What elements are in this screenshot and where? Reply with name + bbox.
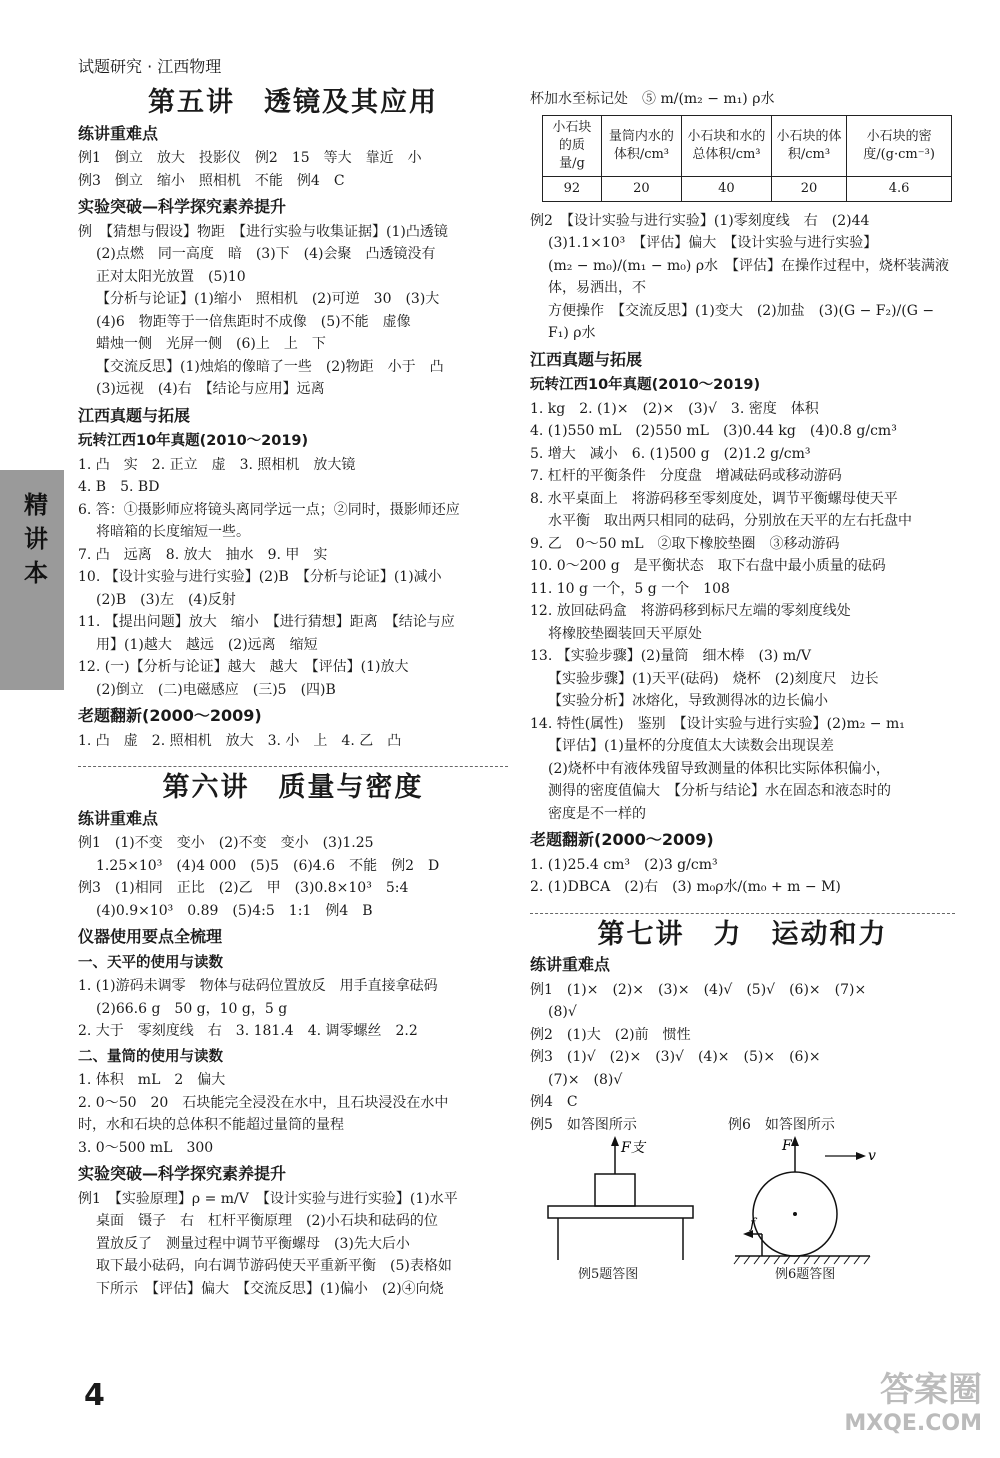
answer-line: 将暗箱的长度缩短一些。 xyxy=(96,524,250,540)
answer-line: 1. 凸 实 2. 正立 虚 3. 照相机 放大镜 xyxy=(78,456,356,473)
answer-line: 例 【猜想与假设】物距 【进行实验与收集证据】(1)凸透镜 xyxy=(78,223,448,240)
force-diagrams xyxy=(530,1134,955,1284)
section-heading: 老题翻新(2000～2009) xyxy=(530,830,714,849)
right-column xyxy=(530,88,955,1284)
answer-line: 1. kg 2. (1)× (2)× (3)√ 3. 密度 体积 xyxy=(530,400,819,417)
answer-line: 例1 倒立 放大 投影仪 例2 15 等大 靠近 小 xyxy=(78,150,422,166)
answer-line: 14. 特性(属性) 鉴别 【设计实验与进行实验】(2)m₂ − m₁ xyxy=(530,715,905,732)
figure-6-caption: 例6题答图 xyxy=(775,1266,836,1282)
answer-line: 6. 答：①摄影师应将镜头离同学远一点；②同时，摄影师还应 xyxy=(78,501,460,518)
section-heading: 江西真题与拓展 xyxy=(530,349,643,369)
table-header-cell: 小石块的质量/g xyxy=(543,115,602,176)
figure-6-heading: 例6 如答图所示 xyxy=(728,1116,835,1133)
answer-line: 杯加水至标记处 ⑤ m/(m₂ − m₁) ρ水 xyxy=(530,91,775,107)
answer-line: 12. 放回砝码盒 将游码移到标尺左端的零刻度线处 xyxy=(530,603,851,619)
fig6-v-label: v xyxy=(868,1147,876,1164)
figure-5-caption: 例5题答图 xyxy=(578,1266,639,1282)
figure-5-heading: 例5 如答图所示 xyxy=(530,1116,637,1133)
answer-line: (8)√ xyxy=(548,1004,577,1020)
divider xyxy=(530,913,955,914)
watermark-text: 答案圈 xyxy=(880,1370,982,1410)
answer-line: 7. 凸 远离 8. 放大 抽水 9. 甲 实 xyxy=(78,546,328,563)
answer-line: 4. (1)550 mL (2)550 mL (3)0.44 kg (4)0.8 g/cm³ xyxy=(530,423,897,439)
answer-line: 1. (1)游码未调零 物体与砝码位置放反 用手直接拿砝码 xyxy=(78,978,438,994)
table-row xyxy=(543,176,952,201)
sub-heading: 玩转江西10年真题(2010～2019) xyxy=(530,377,761,393)
lecture-5-title: 第五讲 透镜及其应用 xyxy=(148,87,438,118)
answer-line: 例4 C xyxy=(530,1094,578,1110)
figures xyxy=(530,1114,955,1284)
watermark-url: MXQE.COM xyxy=(844,1411,982,1436)
answer-line: 2. 0～50 20 石块能完全浸没在水中，且石块浸没在水中 xyxy=(78,1094,449,1111)
answer-line: 11. 【提出问题】放大 缩小 【进行猜想】距离 【结论与应 xyxy=(78,614,455,630)
answer-line: 下所示 【评估】偏大 【交流反思】(1)偏小 (2)④向烧 xyxy=(96,1280,444,1297)
ball-figure xyxy=(734,1136,876,1264)
answer-line: (3)远视 (4)右 【结论与应用】远离 xyxy=(96,381,325,397)
answer-line: 水平衡 取出两只相同的砝码，分别放在天平的左右托盘中 xyxy=(548,513,912,529)
answer-line: 2. (1)DBCA (2)右 (3) m₀ρ水/(m₀ + m − M) xyxy=(530,879,841,895)
section-heading: 江西真题与拓展 xyxy=(78,405,191,425)
side-tab-label: 精讲本 xyxy=(24,491,48,587)
answer-line: 3. 0～500 mL 300 xyxy=(78,1139,214,1156)
answer-line: 7. 杠杆的平衡条件 分度盘 增减砝码或移动游码 xyxy=(530,468,842,484)
answer-line: 例3 (1)相同 正比 (2)乙 甲 (3)0.8×10³ 5:4 xyxy=(78,880,409,896)
answer-line: (2)烧杯中有液体残留导致测量的体积比实际体积偏小， xyxy=(548,760,890,777)
answer-line: 【交流反思】(1)烛焰的像暗了一些 (2)物距 小于 凸 xyxy=(96,358,444,375)
answer-line: 1. 体积 mL 2 偏大 xyxy=(78,1072,226,1088)
answer-line: 4. B 5. BD xyxy=(78,479,160,495)
answer-line: 密度是不一样的 xyxy=(548,805,646,822)
answer-line: 例2 【设计实验与进行实验】(1)零刻度线 右 (2)44 xyxy=(530,212,870,229)
answer-line: 8. 水平桌面上 将游码移至零刻度处，调节平衡螺母使天平 xyxy=(530,490,898,507)
answer-line: 13. 【实验步骤】(2)量筒 细木棒 (3) m/V xyxy=(530,648,811,664)
answer-line: 1. (1)25.4 cm³ (2)3 g/cm³ xyxy=(530,856,718,873)
answer-line: 蜡烛一侧 光屏一侧 (6)上 上 下 xyxy=(96,336,326,352)
page-header: 试题研究 · 江西物理 xyxy=(78,57,222,76)
answer-line: 2. 大于 零刻度线 右 3. 181.4 4. 调零螺丝 2.2 xyxy=(78,1023,418,1039)
answer-line: (2)66.6 g 50 g，10 g，5 g xyxy=(96,1000,288,1017)
table-cell: 4.6 xyxy=(847,176,952,201)
answer-line: 用】(1)越大 越远 (2)远离 缩短 xyxy=(96,636,318,653)
table-header-row xyxy=(543,115,952,176)
sub-heading: 一、天平的使用与读数 xyxy=(78,954,223,971)
table-header-cell: 量筒内水的体积/cm³ xyxy=(601,115,681,176)
answer-line: 桌面 镊子 右 杠杆平衡原理 (2)小石块和砝码的位 xyxy=(96,1213,438,1229)
answer-line: (2)B (3)左 (4)反射 xyxy=(96,591,236,608)
answer-line: 方便操作 【交流反思】(1)变大 (2)加盐 (3)(G − F₂)/(G − F₁) ρ水 xyxy=(548,302,939,341)
section-heading: 练讲重难点 xyxy=(78,123,159,143)
answer-line: 9. 乙 0～50 mL ②取下橡胶垫圈 ③移动游码 xyxy=(530,535,840,552)
section-heading: 仪器使用要点全梳理 xyxy=(78,927,223,946)
page-number: 4 xyxy=(84,1378,105,1413)
left-column xyxy=(78,88,508,1300)
answer-line: 10. 【设计实验与进行实验】(2)B 【分析与论证】(1)减小 xyxy=(78,569,442,585)
answer-line: (3)1.1×10³ 【评估】偏大 【设计实验与进行实验】 xyxy=(548,235,878,251)
answer-line: 10. 0～200 g 是平衡状态 取下右盘中最小质量的砝码 xyxy=(530,558,886,574)
answer-line: 例3 (1)√ (2)× (3)√ (4)× (5)× (6)× xyxy=(530,1049,821,1065)
density-table xyxy=(542,115,952,202)
fig6-f-label: f xyxy=(750,1215,756,1232)
lecture-7-title: 第七讲 力 运动和力 xyxy=(597,918,888,950)
answer-line: 12. (一)【分析与论证】越大 越大 【评估】(1)放大 xyxy=(78,659,409,675)
answer-line: 将橡胶垫圈装回天平原处 xyxy=(548,625,702,642)
table-cell: 20 xyxy=(601,176,681,201)
answer-line: (7)× (8)√ xyxy=(548,1071,623,1088)
answer-line: 11. 10 g 一个，5 g 一个 108 xyxy=(530,580,730,597)
answer-line: (2)倒立 (二)电磁感应 (三)5 (四)B xyxy=(96,681,336,698)
table-header-cell: 小石块和水的总体积/cm³ xyxy=(682,115,772,176)
answer-line: 【实验步骤】(1)天平(砝码) 烧杯 (2)刻度尺 边长 xyxy=(548,670,879,687)
table-header-cell: 小石块的密度/(g·cm⁻³) xyxy=(847,115,952,176)
answer-line: 例3 倒立 缩小 照相机 不能 例4 C xyxy=(78,172,345,189)
table-cell: 92 xyxy=(543,176,602,201)
answer-line: 【评估】(1)量杯的分度值太大读数会出现误差 xyxy=(548,738,834,754)
watermark xyxy=(812,1370,982,1450)
answer-line: 测得的密度值偏大 【分析与结论】水在固态和液态时的 xyxy=(548,783,891,799)
section-heading: 实验突破—科学探究素养提升 xyxy=(78,197,287,216)
table-figure xyxy=(548,1136,693,1260)
answer-line: 1.25×10³ (4)4 000 (5)5 (6)4.6 不能 例2 D xyxy=(96,857,440,874)
section-heading: 实验突破—科学探究素养提升 xyxy=(78,1164,287,1183)
table-cell: 40 xyxy=(682,176,772,201)
answer-line: 【实验分析】冰熔化，导致测得冰的边长偏小 xyxy=(548,693,828,709)
lecture-6-title: 第六讲 质量与密度 xyxy=(162,772,424,803)
table-header-cell: 小石块的体积/cm³ xyxy=(771,115,846,176)
section-heading: 练讲重难点 xyxy=(78,808,159,828)
fig6-F-label: F xyxy=(782,1137,792,1154)
section-heading: 老题翻新(2000～2009) xyxy=(78,706,262,725)
answer-line: 置放反了 测量过程中调节平衡螺母 (3)先大后小 xyxy=(96,1235,410,1252)
answer-line: 时，水和石块的总体积不能超过量筒的量程 xyxy=(78,1117,344,1133)
sub-heading: 二、量筒的使用与读数 xyxy=(78,1048,223,1065)
answer-line: (4)0.9×10³ 0.89 (5)4:5 1:1 例4 B xyxy=(96,902,373,919)
answer-line: (m₂ − m₀)/(m₁ − m₀) ρ水 【评估】在操作过程中，烧杯装满液体，易洒出，不 xyxy=(548,257,950,296)
answer-line: (4)6 物距等于一倍焦距时不成像 (5)不能 虚像 xyxy=(96,313,411,330)
answer-line: 5. 增大 减小 6. (1)500 g (2)1.2 g/cm³ xyxy=(530,445,811,462)
answer-line: 正对太阳光放置 (5)10 xyxy=(96,268,246,285)
section-heading: 练讲重难点 xyxy=(530,955,611,974)
answer-line: 例1 (1)× (2)× (3)× (4)√ (5)√ (6)× (7)× xyxy=(530,981,867,998)
divider xyxy=(78,766,508,767)
answer-line: 例1 【实验原理】ρ = m/V 【设计实验与进行实验】(1)水平 xyxy=(78,1190,458,1207)
table-cell: 20 xyxy=(771,176,846,201)
answer-line: 例2 (1)大 (2)前 惯性 xyxy=(530,1026,691,1043)
answer-line: 取下最小砝码，向右调节游码使天平重新平衡 (5)表格如 xyxy=(96,1258,452,1274)
answer-line: 【分析与论证】(1)缩小 照相机 (2)可逆 30 (3)大 xyxy=(96,291,440,307)
fig5-force-label: F支 xyxy=(621,1139,645,1156)
sub-heading: 玩转江西10年真题(2010～2019) xyxy=(78,433,309,449)
answer-line: 1. 凸 虚 2. 照相机 放大 3. 小 上 4. 乙 凸 xyxy=(78,732,402,749)
answer-line: (2)点燃 同一高度 暗 (3)下 (4)会聚 凸透镜没有 xyxy=(96,246,436,262)
answer-line: 例1 (1)不变 变小 (2)不变 变小 (3)1.25 xyxy=(78,835,374,851)
